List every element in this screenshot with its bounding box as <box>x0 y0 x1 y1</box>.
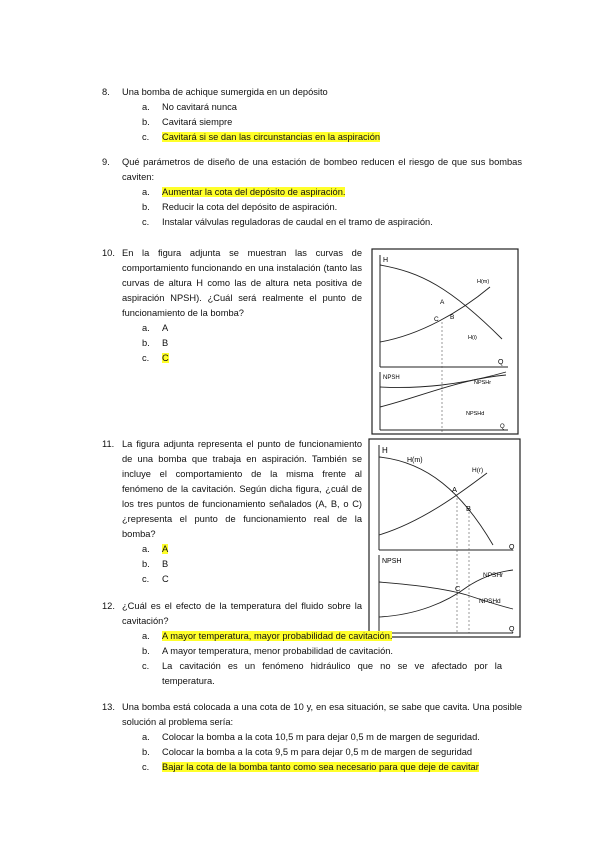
option-a[interactable]: a. A <box>142 323 169 333</box>
q-axis-label-lower: Q <box>509 626 515 633</box>
option-c[interactable]: c. C <box>142 353 169 363</box>
options-list <box>142 730 522 775</box>
option-c[interactable]: c. Bajar la cota de la bomba tanto como sea necesario para que deje de cavitar <box>142 762 479 772</box>
question-8 <box>102 85 522 145</box>
highlighted-answer: A <box>162 544 169 554</box>
options-list <box>142 185 522 230</box>
question-text: Una bomba de achique sumergida en un depósito <box>122 87 328 97</box>
curve-label-h-m: H(m) <box>407 457 423 464</box>
option-a[interactable]: a. Aumentar la cota del depósito de aspiración. <box>142 187 346 197</box>
option-c[interactable]: c. La cavitación es un fenómeno hidráulico que no se ve afectado por la temperatura. <box>142 661 502 686</box>
question-number: 12. <box>102 601 115 611</box>
option-b[interactable]: b. B <box>142 559 169 569</box>
highlighted-answer: Cavitará si se dan las circunstancias en la aspiración <box>162 132 381 142</box>
highlighted-answer: A mayor temperatura, mayor probabilidad de cavitación. <box>162 631 393 641</box>
h-axis-label: H <box>382 446 388 455</box>
option-b[interactable]: b. Colocar la bomba a la cota 9,5 m para dejar 0,5 m de margen de seguridad <box>142 747 473 757</box>
option-a[interactable]: a. No cavitará nunca <box>142 102 237 112</box>
point-c-label: C <box>455 584 461 593</box>
curve-label-h-i: H(i) <box>468 335 477 341</box>
h-axis-label: H <box>383 257 389 264</box>
options-list <box>142 100 522 145</box>
npsh-axis-label: NPSH <box>382 558 402 565</box>
question-12 <box>102 599 522 689</box>
option-a[interactable]: a. A mayor temperatura, mayor probabilidad de cavitación. <box>142 631 393 641</box>
options-list <box>142 629 502 689</box>
question-number: 10. <box>102 248 115 258</box>
point-c-label: C <box>434 316 439 323</box>
option-b[interactable]: b. B <box>142 338 169 348</box>
question-text: La figura adjunta representa el punto de funcionamiento de una bomba que trabaja en aspiración. También se incluye el comportamiento de la misma frente al fenómeno de la cavitación. Según dicha figura, ¿cuál de los tres puntos de funcionamiento señalados (A, B, o C) ¿representa el punto de funcionamiento real de la bomba? <box>122 439 362 539</box>
q-axis-label-lower: Q <box>500 424 505 430</box>
npsh-axis-label: NPSH <box>383 375 400 381</box>
curve-label-h-r: H(r) <box>472 467 484 474</box>
curve-label-npsh-r: NPSHr <box>474 380 492 386</box>
highlighted-answer: C <box>162 353 169 363</box>
question-text: ¿Cuál es el efecto de la temperatura del fluido sobre la cavitación? <box>122 601 362 626</box>
q-axis-label: Q <box>509 544 515 551</box>
q-axis-label: Q <box>498 359 504 366</box>
point-a-label: A <box>440 299 445 306</box>
curve-label-h-m: H(m) <box>477 279 490 285</box>
point-b-label: B <box>450 314 455 321</box>
option-c[interactable]: c. C <box>142 574 169 584</box>
question-13 <box>102 700 522 775</box>
option-a[interactable]: a. Colocar la bomba a la cota 10,5 m para dejar 0,5 m de margen de seguridad. <box>142 732 480 742</box>
option-c[interactable]: c. Cavitará si se dan las circunstancias en la aspiración <box>142 132 381 142</box>
question-number: 11. <box>102 439 115 449</box>
question-text: En la figura adjunta se muestran las curvas de comportamiento funcionando en una instalación (tanto las curvas de altura H como las de altura neta positiva de aspiración NPSH). ¿Cuál será realmente el punto de funcionamiento de la bomba? <box>122 248 362 318</box>
curve-label-npsh-d: NPSHd <box>466 411 485 417</box>
point-a-label: A <box>452 485 458 494</box>
figure-operating-curves-1 <box>370 247 520 437</box>
highlighted-answer: Aumentar la cota del depósito de aspiración. <box>162 187 346 197</box>
question-number: 9. <box>102 157 110 167</box>
question-text: Una bomba está colocada a una cota de 10 y, en esa situación, se sabe que cavita. Una posible solución al problema sería: <box>122 702 522 727</box>
curve-label-npsh-d: NPSHd <box>479 598 501 605</box>
question-number: 13. <box>102 702 115 712</box>
option-c[interactable]: c. Instalar válvulas reguladoras de caudal en el tramo de aspiración. <box>142 217 433 227</box>
highlighted-answer: Bajar la cota de la bomba tanto como sea necesario para que deje de cavitar <box>162 762 479 772</box>
option-b[interactable]: b. Reducir la cota del depósito de aspiración. <box>142 202 338 212</box>
question-9 <box>102 155 522 230</box>
question-number: 8. <box>102 87 110 97</box>
curve-label-npsh-r: NPSHr <box>483 572 504 579</box>
point-b-label: B <box>466 504 472 513</box>
option-b[interactable]: b. Cavitará siempre <box>142 117 233 127</box>
option-b[interactable]: b. A mayor temperatura, menor probabilidad de cavitación. <box>142 646 393 656</box>
figure-frame <box>372 249 518 434</box>
option-a[interactable]: a. A <box>142 544 169 554</box>
question-text: Qué parámetros de diseño de una estación de bombeo reducen el riesgo de que sus bombas caviten: <box>122 157 522 182</box>
